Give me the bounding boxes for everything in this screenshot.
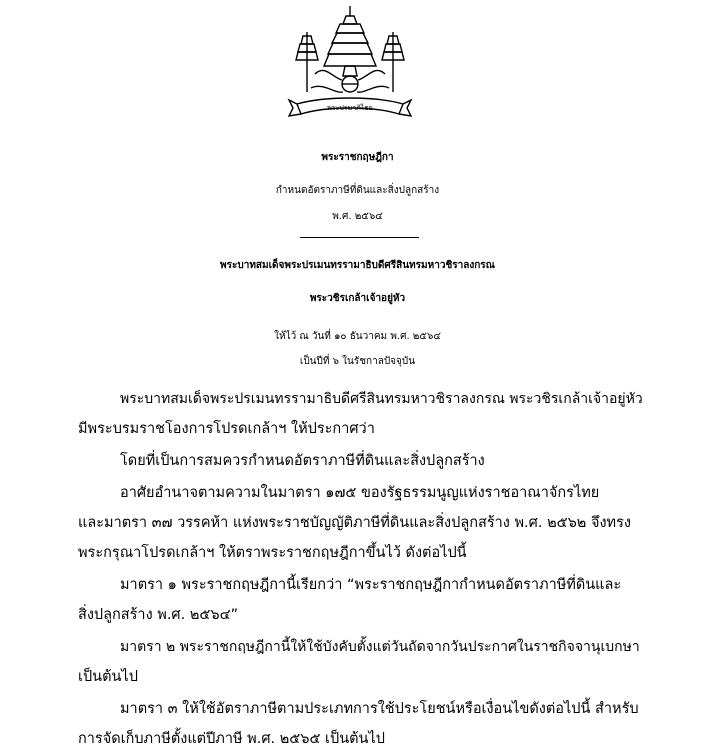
royal-seal-emblem-icon (285, 4, 415, 122)
given-date: ให้ไว้ ณ วันที่ ๑๐ ธันวาคม พ.ศ. ๒๕๖๔ (274, 331, 441, 342)
authority-line-3: พระกรุณาโปรดเกล้าฯ ให้ตราพระราชกฤษฎีกาขึ้นไว้ ดังต่อไปนี้ (78, 545, 467, 561)
section-1-line-1: มาตรา ๑ พระราชกฤษฎีกานี้เรียกว่า “พระราชกฤษฎีกากำหนดอัตราภาษีที่ดินและ (120, 577, 622, 593)
reason-line-1: โดยที่เป็นการสมควรกำหนดอัตราภาษีที่ดินและสิ่งปลูกสร้าง (120, 453, 485, 469)
section-2-line-1: มาตรา ๒ พระราชกฤษฎีกานี้ให้ใช้บังคับตั้งแต่วันถัดจากวันประกาศในราชกิจจานุเบกษา (120, 639, 640, 655)
section-3-line-2: การจัดเก็บภาษีตั้งแต่ปีภาษี พ.ศ. ๒๕๖๕ เป็นต้นไป (78, 731, 385, 747)
authority-line-2: และมาตรา ๓๗ วรรคห้า แห่งพระราชบัญญัติภาษีที่ดินและสิ่งปลูกสร้าง พ.ศ. ๒๕๖๒ จึงทรง (78, 515, 631, 531)
king-name-line2: พระวชิรเกล้าเจ้าอยู่หัว (309, 293, 406, 304)
preamble-line-1: พระบาทสมเด็จพระปรเมนทรรามาธิบดีศรีสินทรมหาวชิราลงกรณ พระวชิรเกล้าเจ้าอยู่หัว (120, 391, 643, 407)
decree-subtitle: กำหนดอัตราภาษีที่ดินและสิ่งปลูกสร้าง (275, 185, 440, 196)
preamble-line-2: มีพระบรมราชโองการโปรดเกล้าฯ ให้ประกาศว่า (78, 421, 375, 437)
authority-line-1: อาศัยอำนาจตามความในมาตรา ๑๗๕ ของรัฐธรรมนูญแห่งราชอาณาจักรไทย (120, 485, 600, 501)
section-1-line-2: สิ่งปลูกสร้าง พ.ศ. ๒๕๖๔” (78, 607, 239, 623)
reign-year: เป็นปีที่ ๖ ในรัชกาลปัจจุบัน (299, 356, 416, 367)
emblem-ribbon-text: พระปรมาภิไธย (327, 104, 373, 112)
decree-title: พระราชกฤษฎีกา (321, 152, 394, 163)
decree-year: พ.ศ. ๒๕๖๔ (332, 211, 383, 222)
king-name-line1: พระบาทสมเด็จพระปรเมนทรรามาธิบดีศรีสินทรมหาวชิราลงกรณ (220, 260, 495, 271)
section-2-line-2: เป็นต้นไป (78, 669, 138, 685)
section-3-line-1: มาตรา ๓ ให้ใช้อัตราภาษีตามประเภทการใช้ประโยชน์หรือเงื่อนไขดังต่อไปนี้ สำหรับ (120, 701, 639, 717)
header-divider (300, 237, 419, 238)
